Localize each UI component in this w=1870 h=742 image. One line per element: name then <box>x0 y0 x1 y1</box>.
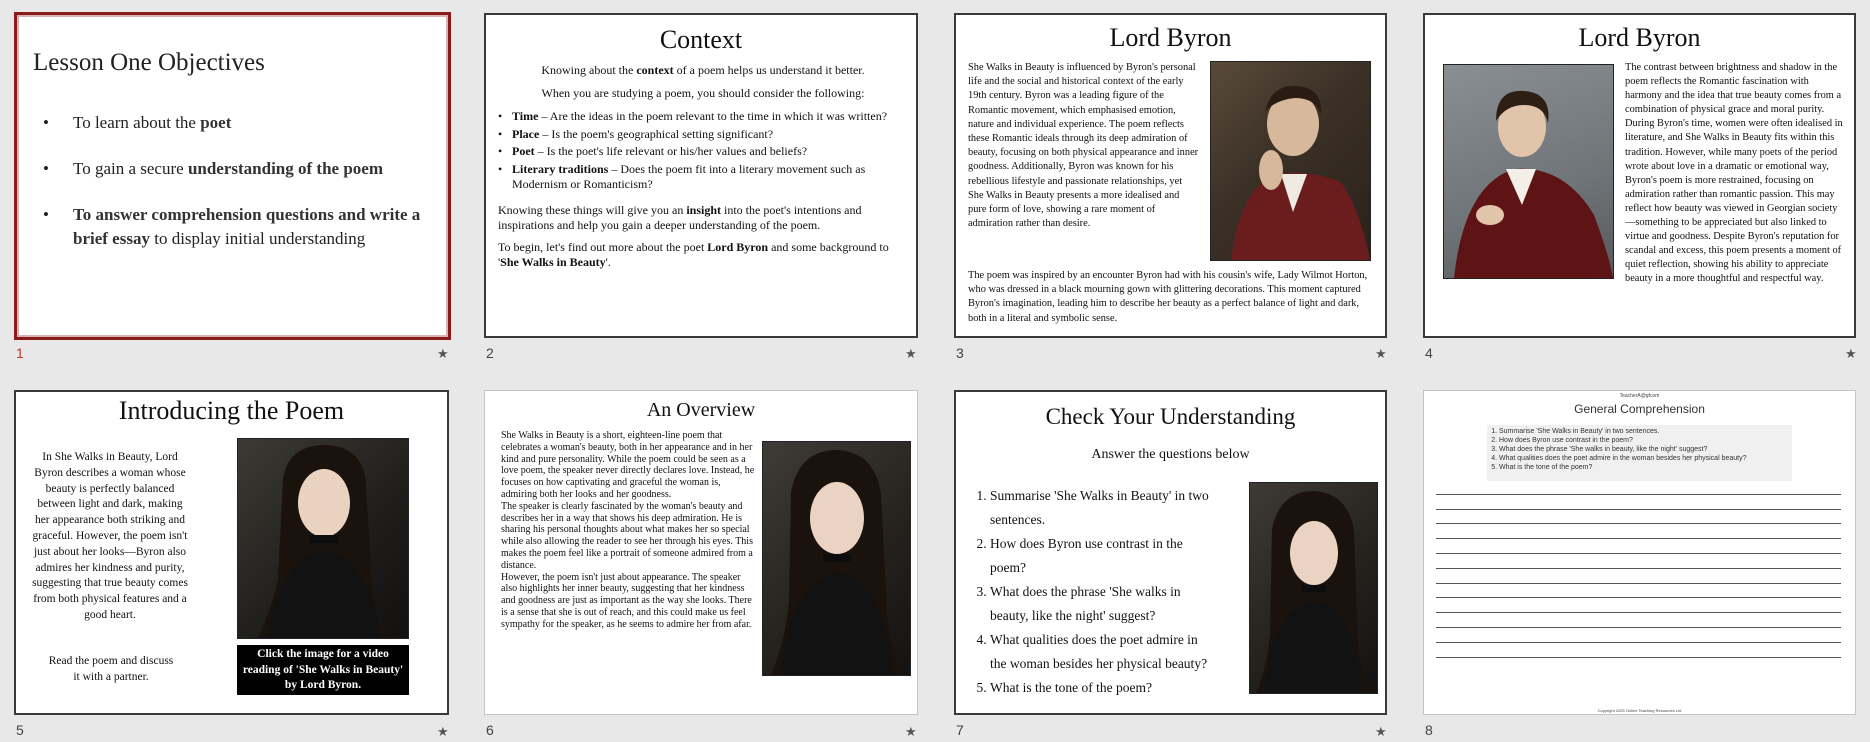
header-small-text: TeacherA@gfcom <box>1619 393 1660 399</box>
answer-line <box>1436 584 1841 599</box>
answer-line <box>1436 613 1841 628</box>
star-icon[interactable]: ★ <box>905 725 917 740</box>
list-item: • Poet – Is the poet's life relevant or his/her values and beliefs? <box>498 144 908 160</box>
slide-thumbnail-3[interactable] <box>954 13 1387 338</box>
list-item: • Literary traditions – Does the poem fit into a literary movement such as Modernism or Romanticism? <box>498 162 908 193</box>
star-icon[interactable]: ★ <box>1845 347 1857 362</box>
context-list <box>498 109 908 193</box>
consider-text: When you are studying a poem, you should consider the following: <box>541 85 865 100</box>
intro-text: Knowing about the context of a poem helps us understand it better. <box>541 63 865 77</box>
slide-title: Introducing the Poem <box>118 396 345 425</box>
list-item: • To gain a secure understanding of the poem <box>43 157 443 181</box>
slide-title: Lord Byron <box>1109 23 1232 52</box>
list-item: 1. Summarise 'She Walks in Beauty' in two sentences. <box>990 484 1210 532</box>
portrait-illustration <box>238 439 408 638</box>
objectives-list <box>43 111 443 273</box>
list-item: 4. What qualities does the poet admire in the woman besides her physical beauty? <box>990 628 1210 676</box>
woman-portrait-video-image[interactable] <box>237 438 409 639</box>
slide-number: 2 <box>486 345 494 361</box>
slide-thumbnail-2[interactable] <box>484 13 918 338</box>
answer-line <box>1436 643 1841 658</box>
slide-thumbnail-4[interactable] <box>1423 13 1856 338</box>
slide-body <box>498 63 908 271</box>
list-item: 5. What is the tone of the poem? <box>990 676 1210 700</box>
list-item: 2. How does Byron use contrast in the poem? <box>990 532 1210 580</box>
woman-portrait-image <box>1249 482 1378 694</box>
byron-contrast-text <box>1443 61 1845 287</box>
paragraph: However, the poem isn't just about appearance. The speaker also highlights her inner beauty, suggesting that her kindness and goodness are just as important as the way she looks. There is a sense that she is out of reach, and this could make us feel sympathy for the speaker, as he seems to admire her from afar. <box>501 571 752 630</box>
answer-line <box>1436 539 1841 554</box>
answer-line <box>1436 598 1841 613</box>
list-item: 1. Summarise 'She Walks in Beauty' in two sentences. <box>1499 427 1792 436</box>
star-icon[interactable]: ★ <box>437 725 449 740</box>
slide-thumbnail-6[interactable] <box>484 390 918 715</box>
answer-line <box>1436 554 1841 569</box>
slide-thumbnail-7[interactable] <box>954 390 1387 715</box>
slide-subtitle: Answer the questions below <box>1091 447 1250 462</box>
answer-line <box>1436 569 1841 584</box>
answer-line <box>1436 524 1841 539</box>
slide-title: Check Your Understanding <box>1045 404 1296 429</box>
answer-line <box>1436 628 1841 643</box>
answer-line <box>1436 510 1841 525</box>
woman-portrait-image <box>762 441 911 676</box>
slide-number: 7 <box>956 722 964 738</box>
star-icon[interactable]: ★ <box>437 347 449 362</box>
answer-lines <box>1436 480 1841 658</box>
slide-thumbnail-8[interactable] <box>1423 390 1856 715</box>
paragraph: The speaker is clearly fascinated by the woman's beauty and describes her in a way that shows his deep admiration. He is sharing his personal thoughts about what makes her so special while also allowing the reader to see her through his eyes. This makes the poem feel like a portrait of someone admired from a distance. <box>501 500 753 571</box>
paragraph: The contrast between brightness and shadow in the poem reflects the Romantic fascination with harmony and the idea that true beauty comes from a combination of physical grace and moral purity. <box>1625 62 1842 116</box>
read-instruction-text: Read the poem and discuss it with a partner. <box>48 655 174 683</box>
list-item: • To answer comprehension questions and write a brief essay to display initial understanding <box>43 203 443 251</box>
list-item: 3. What does the phrase 'She walks in beauty, like the night' suggest? <box>1499 445 1792 454</box>
slide-number: 8 <box>1425 722 1433 738</box>
list-item: • Place – Is the poem's geographical setting significant? <box>498 127 908 143</box>
star-icon[interactable]: ★ <box>905 347 917 362</box>
questions-box <box>1487 425 1792 481</box>
list-item: 5. What is the tone of the poem? <box>1499 463 1792 472</box>
slide-title: Lord Byron <box>1578 23 1701 52</box>
slide-number: 3 <box>956 345 964 361</box>
portrait-illustration <box>1211 62 1370 260</box>
paragraph: During Byron's time, women were often idealised in literature, and She Walks in Beauty fits within this tradition. However, while many poets of the period wrote about love in a dramatic or emotional way, Byron's poem is more restrained, focusing on admiration rather than romantic passion. This may reflect how beauty was viewed in Georgian society—something to be appreciated but also linked to virtue and goodness. Despite Byron's reputation for scandal and excess, this poem presents a moment of quiet reflection, showing his ability to appreciate beauty in a more thoughtful and respectful way. <box>1625 118 1843 285</box>
list-item: 3. What does the phrase 'She walks in beauty, like the night' suggest? <box>990 580 1210 628</box>
slide-title: Lesson One Objectives <box>33 49 265 76</box>
byron-inspiration-text: The poem was inspired by an encounter Byron had with his cousin's wife, Lady Wilmot Horton, who was dressed in a black mourning gown with glittering decorations. This moment captured Byron's imagination, leading him to describe her beauty as a perfect balance of light and dark, both in a literal and symbolic sense. <box>968 270 1368 324</box>
list-item: • To learn about the poet <box>43 111 443 135</box>
paragraph: She Walks in Beauty is a short, eighteen-line poem that celebrates a woman's beauty, both in her appearance and in her kind and pure personality. While the poem could be seen as a love poem, the speaker never directly declares love. Instead, he focuses on how captivating and graceful the woman is, admiring both her looks and her goodness. <box>501 430 755 500</box>
video-caption[interactable]: Click the image for a video reading of 'She Walks in Beauty' by Lord Byron. <box>237 645 409 695</box>
slide-number: 5 <box>16 722 24 738</box>
insight-text: Knowing these things will give you an insight into the poet's intentions and inspirations and help you gain a deeper understanding of the poem. <box>498 202 862 232</box>
slide-thumbnail-5[interactable] <box>14 390 449 715</box>
answer-line <box>1436 480 1841 495</box>
list-item: 4. What qualities does the poet admire in the woman besides her physical beauty? <box>1499 454 1792 463</box>
list-item: • Time – Are the ideas in the poem relevant to the time in which it was written? <box>498 109 908 125</box>
slide-thumbnail-1[interactable] <box>14 12 451 340</box>
answer-line <box>1436 495 1841 510</box>
slide-title: General Comprehension <box>1574 402 1705 416</box>
overview-text <box>501 430 755 631</box>
slide-number: 4 <box>1425 345 1433 361</box>
byron-context-text: She Walks in Beauty is influenced by Byron's personal life and the social and historical context of the early 19th century. Byron was a leading figure of the Romantic movement, which emphasised emotion, nature and individual experience. The poem reflects these Romantic ideals through its deep admiration of beauty, focusing on both physical appearance and inner goodness. Additionally, Byron was known for his rebellious lifestyle and passionate relationships, yet She Walks in Beauty presents a more idealised and pure form of love, showing a rare moment of admiration rather than desire. <box>968 62 1199 230</box>
begin-text: To begin, let's find out more about the poet Lord Byron and some background to 'She Walks in Beauty'. <box>498 239 889 269</box>
slide-number: 1 <box>16 345 24 361</box>
byron-portrait-image <box>1210 61 1371 261</box>
questions-list <box>970 484 1210 700</box>
list-item: 2. How does Byron use contrast in the poem? <box>1499 436 1792 445</box>
star-icon[interactable]: ★ <box>1375 347 1387 362</box>
portrait-illustration <box>1250 483 1377 693</box>
star-icon[interactable]: ★ <box>1375 725 1387 740</box>
slide-number: 6 <box>486 722 494 738</box>
slide-title: An Overview <box>646 399 756 421</box>
footer-small-text: Copyright 2025 Online Teaching Resources Ltd <box>1597 708 1682 713</box>
intro-body-text: In She Walks in Beauty, Lord Byron describes a woman whose beauty is perfectly balanced between light and dark, making her appearance both striking and graceful. However, the poem isn't just about her looks—Byron also admires her kindness and purity, suggesting that true beauty comes from both physical features and a good heart. <box>32 451 188 621</box>
slide-title: Context <box>659 25 743 54</box>
portrait-illustration <box>763 442 910 675</box>
